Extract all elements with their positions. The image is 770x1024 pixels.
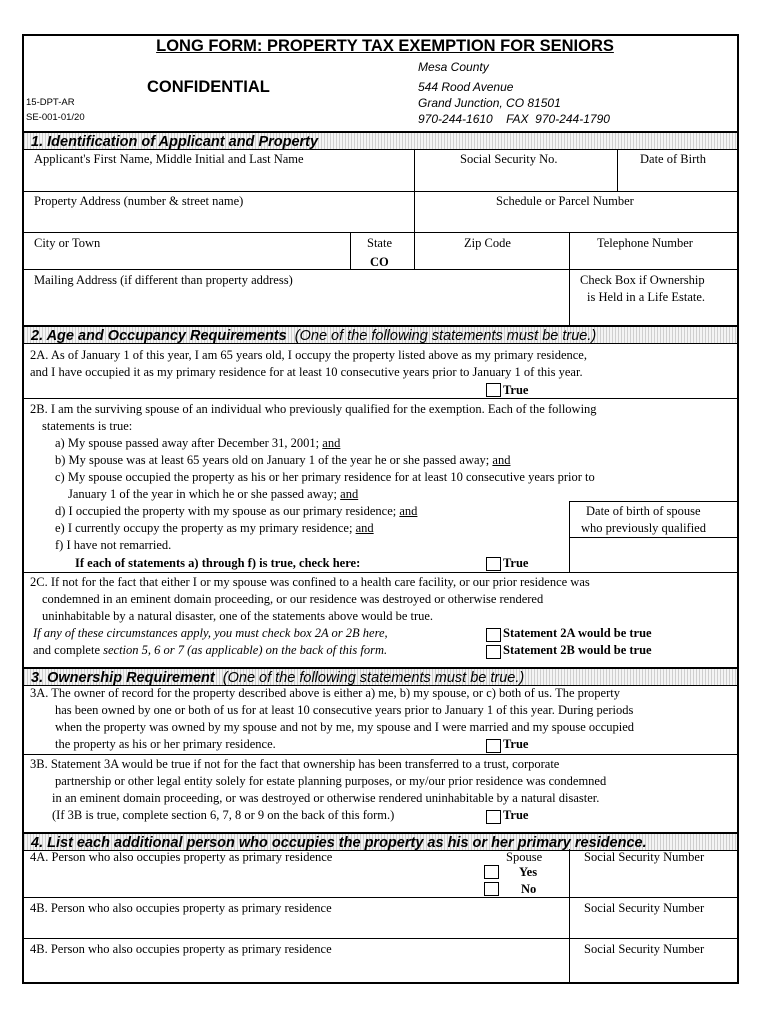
form-title: LONG FORM: PROPERTY TAX EXEMPTION FOR SENIORS	[156, 37, 614, 55]
checkbox-spouse-no[interactable]	[484, 882, 499, 896]
stmt-2b-line1: 2B. I am the surviving spouse of an individual who previously qualified for the exemption. Each of the following	[30, 402, 597, 416]
ssn-field[interactable]: Social Security No.	[460, 152, 558, 166]
ssn-4a-field[interactable]: Social Security Number	[584, 850, 705, 864]
spouse-dob-label-2: who previously qualified	[581, 521, 706, 535]
checkbox-spouse-yes[interactable]	[484, 865, 499, 879]
city-field[interactable]: City or Town	[34, 236, 101, 250]
property-address-field[interactable]: Property Address (number & street name)	[34, 194, 244, 208]
and-e: and	[355, 521, 374, 535]
stmt-3a-line1: 3A. The owner of record for the property described above is either a) me, b) my spouse, or c) both of us. The property	[30, 686, 620, 700]
life-estate-label-2: is Held in a Life Estate.	[587, 290, 706, 304]
person-4a-field[interactable]: 4A. Person who also occupies property as primary residence	[30, 850, 333, 864]
stmt-2b-line2: statements is true:	[42, 419, 133, 433]
stmt-2a-line2: and I have occupied it as my primary residence for at least 10 consecutive years prior to January 1 of this year.	[30, 365, 583, 379]
person-4c-field[interactable]: 4B. Person who also occupies property as primary residence	[30, 942, 332, 956]
dob-field[interactable]: Date of Birth	[640, 152, 706, 166]
section3-header	[24, 667, 737, 686]
checkbox-2a-true[interactable]	[486, 383, 501, 397]
section4-header	[24, 832, 737, 851]
life-estate-label-1: Check Box if Ownership	[580, 273, 705, 287]
ssn-4b-field[interactable]: Social Security Number	[584, 901, 705, 915]
spouse-dob-label-1: Date of birth of spouse	[586, 504, 701, 518]
true-label-3a: True	[503, 737, 529, 751]
spouse-yes-label: Yes	[519, 865, 538, 879]
spouse-label: Spouse	[506, 850, 543, 864]
stmt-2b-c1: c) My spouse occupied the property as his or her primary residence for at least 10 consecutive years prior to	[55, 470, 595, 484]
parcel-number-field[interactable]: Schedule or Parcel Number	[496, 194, 634, 208]
section2-title: 2. Age and Occupancy Requirements	[31, 328, 287, 344]
true-label-2b: True	[503, 556, 529, 570]
form-version: SE-001-01/20	[26, 112, 85, 123]
county-city: Grand Junction, CO 81501	[418, 96, 561, 110]
true-label-3b: True	[503, 808, 529, 822]
and-b: and	[492, 453, 511, 467]
ssn-4c-field[interactable]: Social Security Number	[584, 942, 705, 956]
applicant-name-field[interactable]: Applicant's First Name, Middle Initial and Last Name	[34, 152, 304, 166]
county-name: Mesa County	[418, 60, 489, 74]
spouse-no-label: No	[521, 882, 537, 896]
stmt-2c-line3: uninhabitable by a natural disaster, one of the statements above would be true.	[42, 609, 434, 623]
stmt-2b-c2: January 1 of the year in which he or she passed away;	[68, 487, 341, 501]
section2-subtitle: (One of the following statements must be true.)	[286, 328, 597, 344]
checkbox-2a-would-be-true[interactable]	[486, 628, 501, 642]
stmt-2b-would-label: Statement 2B would be true	[503, 643, 652, 657]
true-label-2a: True	[503, 383, 529, 397]
and-c: and	[340, 487, 359, 501]
stmt-2c-line5-prefix: and complete	[33, 643, 104, 657]
stmt-3a-line3: when the property was owned by my spouse and not by me, my spouse and I were married and my spouse occupied	[55, 720, 635, 734]
stmt-2c-line1: 2C. If not for the fact that either I or my spouse was confined to a health care facility, or our prior residence was	[30, 575, 590, 589]
stmt-3b-line1: 3B. Statement 3A would be true if not for the fact that ownership has been transferred to a trust, corporate	[30, 757, 560, 771]
checkbox-3a-true[interactable]	[486, 739, 501, 753]
county-street: 544 Rood Avenue	[418, 80, 514, 94]
confidential-label: CONFIDENTIAL	[147, 78, 270, 96]
checkbox-2b-true[interactable]	[486, 557, 501, 571]
stmt-2b-b: b) My spouse was at least 65 years old on January 1 of the year he or she passed away;	[55, 453, 493, 467]
stmt-2a-line1: 2A. As of January 1 of this year, I am 65 years old, I occupy the property listed above as my primary residence,	[30, 348, 587, 362]
stmt-2b-e: e) I currently occupy the property as my primary residence;	[55, 521, 356, 535]
mailing-address-field[interactable]: Mailing Address (if different than property address)	[34, 273, 293, 287]
stmt-2c-line2: condemned in an eminent domain proceeding, or our residence was destroyed or otherwise rendered	[42, 592, 544, 606]
telephone-field[interactable]: Telephone Number	[597, 236, 693, 250]
form-code: 15-DPT-AR	[26, 97, 75, 108]
zip-field[interactable]: Zip Code	[464, 236, 511, 250]
stmt-2b-f: f) I have not remarried.	[55, 538, 172, 552]
stmt-2c-line4: If any of these circumstances apply, you must check box 2A or 2B here,	[33, 626, 388, 640]
stmt-2a-would-label: Statement 2A would be true	[503, 626, 652, 640]
and-d: and	[399, 504, 418, 518]
section3-title: 3. Ownership Requirement	[31, 670, 215, 686]
person-4b-field[interactable]: 4B. Person who also occupies property as primary residence	[30, 901, 332, 915]
stmt-2c-line5-ref: section 5, 6 or 7 (as applicable) on the back of this form.	[103, 643, 388, 657]
checkbox-2b-would-be-true[interactable]	[486, 645, 501, 659]
stmt-3a-line4: the property as his or her primary residence.	[55, 737, 276, 751]
stmt-2b-a: a) My spouse passed away after December 31, 2001;	[55, 436, 323, 450]
stmt-3a-line2: has been owned by one or both of us for at least 10 consecutive years prior to January 1 of this year. During periods	[55, 703, 634, 717]
section3-subtitle: (One of the following statements must be true.)	[214, 670, 525, 686]
section1-header	[24, 131, 737, 150]
county-phone-fax: 970-244-1610 FAX 970-244-1790	[418, 112, 610, 126]
stmt-3b-line3: in an eminent domain proceeding, or was destroyed or otherwise rendered uninhabitable by a natural disaster.	[52, 791, 600, 805]
state-value: CO	[370, 255, 389, 269]
checkbox-3b-true[interactable]	[486, 810, 501, 824]
section2-header	[24, 325, 737, 344]
stmt-2b-d: d) I occupied the property with my spouse as our primary residence;	[55, 504, 400, 518]
stmt-2b-check-instruction: If each of statements a) through f) is true, check here:	[75, 556, 361, 570]
stmt-3b-line4: (If 3B is true, complete section 6, 7, 8 or 9 on the back of this form.)	[52, 808, 395, 822]
section1-title: 1. Identification of Applicant and Property	[31, 134, 319, 150]
state-label: State	[367, 236, 392, 250]
section4-title: 4. List each additional person who occupies the property as his or her primary residence.	[31, 835, 647, 851]
stmt-3b-line2: partnership or other legal entity solely for estate planning purposes, or my/our prior residence was condemned	[55, 774, 607, 788]
and-a: and	[322, 436, 341, 450]
